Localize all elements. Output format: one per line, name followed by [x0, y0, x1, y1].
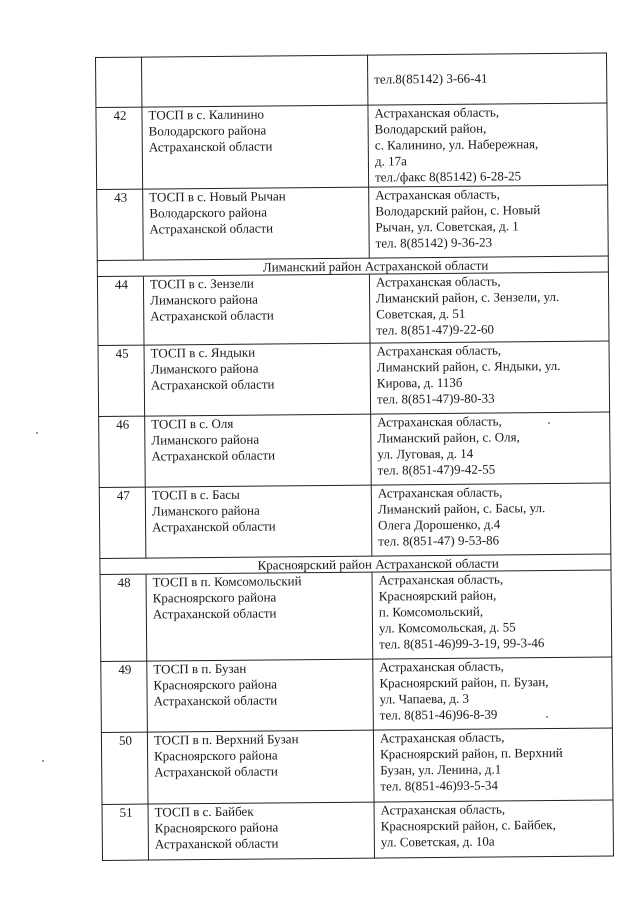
section-title: Красноярский район Астраханской области	[146, 554, 611, 574]
office-name-cell	[143, 274, 370, 345]
address-line: тел. 8(851-47) 9-53-86	[378, 532, 500, 549]
address-line: Астраханская область,	[375, 186, 500, 203]
office-name-cell	[147, 659, 374, 732]
office-name-line: ТОСП в с. Калинино	[148, 106, 265, 123]
address-line: Лиманский район, с. Басы, ул.	[377, 499, 546, 517]
row-number: 44	[97, 276, 144, 345]
office-name-line: Астраханской области	[150, 376, 275, 393]
office-address-cell	[374, 800, 613, 858]
office-address-cell	[369, 272, 609, 343]
address-line: Красноярский район, п. Верхний	[380, 744, 563, 762]
address-line: Советская, д. 51	[376, 305, 466, 322]
address-line: Красноярский район, с. Байбек,	[380, 816, 556, 834]
office-name-line: Астраханской области	[150, 307, 274, 324]
address-line: тел. 8(851-47)9-22-60	[376, 321, 495, 338]
office-name-line: Красноярского района	[154, 819, 279, 836]
office-address-cell	[368, 103, 608, 187]
address-line: Астраханская область,	[379, 729, 505, 746]
office-name-line: ТОСП в с. Новый Рычан	[149, 187, 286, 205]
office-name-line: Астраханской области	[152, 518, 276, 535]
address-line: тел. 8(851-46)96-8-39	[379, 706, 498, 723]
office-name-line: Володарского района	[149, 204, 268, 221]
office-row	[97, 272, 609, 345]
office-name-line: Астраханской области	[153, 692, 278, 709]
row-number: 46	[99, 416, 146, 487]
office-name-cell	[148, 802, 374, 860]
scan-speck	[42, 760, 44, 762]
office-name-cell	[142, 55, 368, 107]
address-line: Бузан, ул. Ленина, д.1	[380, 761, 502, 778]
office-name-line: ТОСП в п. Комсомольский	[152, 572, 302, 590]
address-line: тел.8(85142) 3-66-41	[374, 70, 488, 87]
office-row	[101, 728, 613, 804]
office-name-line: Красноярского района	[153, 676, 278, 693]
address-line: Астраханская область,	[379, 658, 504, 675]
address-line: д. 17а	[374, 153, 407, 169]
continuation-row	[96, 53, 607, 107]
office-name-line: Красноярского района	[154, 747, 278, 764]
row-number-cell	[96, 57, 142, 107]
office-address-cell	[373, 728, 613, 802]
office-name-line: Лиманского района	[150, 360, 259, 377]
address-line: тел./факс 8(85142) 6-28-25	[374, 168, 522, 185]
office-row	[101, 657, 613, 732]
office-address-cell	[367, 53, 606, 105]
row-number: 42	[96, 107, 143, 189]
address-line: тел. 8(851-46)99-3-19, 99-3-46	[379, 635, 545, 652]
office-name-cell	[145, 485, 372, 558]
address-line: ул. Советская, д. 10а	[380, 833, 495, 850]
address-line: Астраханская область,	[380, 801, 506, 818]
office-name-line: ТОСП в п. Бузан	[153, 660, 247, 677]
office-address-cell	[369, 185, 609, 258]
office-name-line: ТОСП в с. Байбек	[154, 803, 254, 820]
office-name-cell	[144, 343, 371, 416]
address-line: тел. 8(85142) 9-36-23	[375, 234, 493, 251]
office-name-line: Астраханской области	[149, 220, 274, 237]
office-name-line: ТОСП в с. Яндыки	[150, 344, 256, 361]
office-row	[97, 185, 609, 260]
office-name-line: Володарского района	[148, 122, 267, 139]
office-row	[100, 570, 612, 661]
address-line: Астраханская область,	[377, 484, 503, 501]
office-name-line: Лиманского района	[150, 291, 258, 308]
address-line: Астраханская область,	[378, 571, 504, 588]
office-name-line: ТОСП в с. Оля	[151, 415, 234, 432]
section-spacer-cell	[100, 558, 146, 574]
address-line: Астраханская область,	[375, 273, 501, 290]
address-line: Володарский район,	[374, 120, 487, 137]
row-number: 49	[101, 661, 148, 732]
office-name-line: Астраханской области	[148, 138, 273, 155]
section-spacer-cell	[97, 260, 143, 276]
offices-table	[95, 53, 614, 861]
office-name-line: ТОСП в п. Верхний Бузан	[153, 730, 299, 748]
office-name-line: Астраханской области	[154, 835, 279, 852]
row-number: 51	[102, 804, 148, 860]
address-line: п. Комсомольский,	[378, 603, 484, 620]
office-address-cell	[371, 483, 611, 556]
address-line: Рычан, ул. Советская, д. 1	[375, 218, 519, 235]
address-line: Лиманский район, с. Яндыки, ул.	[376, 357, 561, 375]
address-line: Астраханская область,	[374, 104, 500, 121]
scan-speck	[36, 432, 38, 434]
row-number: 50	[101, 732, 148, 804]
office-name-line: Астраханской области	[154, 763, 278, 780]
office-name-cell	[145, 414, 372, 487]
office-name-cell	[142, 105, 369, 189]
scan-speck	[546, 716, 548, 718]
office-row	[102, 800, 613, 860]
office-name-cell	[147, 730, 374, 804]
address-line: Володарский район, с. Новый	[375, 201, 541, 219]
address-line: с. Калинино, ул. Набережная,	[374, 136, 539, 153]
address-line: Красноярский район,	[378, 587, 497, 604]
office-name-line: Астраханской области	[151, 447, 276, 464]
address-line: Астраханская область,	[376, 342, 502, 359]
address-line: Олега Дорошенко, д.4	[378, 516, 501, 533]
office-name-line: Красноярского района	[152, 589, 277, 606]
address-line: Кирова, д. 113б	[376, 374, 463, 391]
address-line: ул. Луговая, д. 14	[377, 445, 474, 462]
office-row	[99, 412, 611, 487]
address-line: Лиманский район, с. Оля,	[377, 429, 520, 446]
address-line: тел. 8(851-47)9-42-55	[377, 461, 496, 478]
office-row	[96, 103, 608, 189]
office-address-cell	[371, 412, 611, 485]
offices-table-body	[96, 53, 614, 860]
office-name-cell	[146, 572, 373, 661]
address-line: ул. Чапаева, д. 3	[379, 690, 469, 707]
office-name-line: Лиманского района	[151, 502, 260, 519]
scan-speck	[548, 422, 550, 424]
address-line: тел. 8(851-46)93-5-34	[380, 777, 499, 794]
address-line: Лиманский район, с. Зензели, ул.	[376, 288, 560, 306]
office-name-line: Лиманского района	[151, 431, 260, 448]
address-line: тел. 8(851-47)9-80-33	[376, 390, 495, 407]
address-line: Красноярский район, п. Бузан,	[379, 673, 549, 691]
office-address-cell	[372, 570, 612, 659]
office-name-line: Астраханской области	[152, 605, 277, 622]
office-address-cell	[370, 341, 610, 414]
office-name-cell	[143, 187, 370, 260]
office-address-cell	[373, 657, 613, 730]
row-number: 45	[98, 345, 145, 416]
address-line: Астраханская область,	[377, 413, 502, 430]
office-name-line: ТОСП в с. Зензели	[149, 275, 254, 292]
office-name-line: ТОСП в с. Басы	[151, 486, 240, 503]
office-row	[99, 483, 611, 558]
section-title: Лиманский район Астраханской области	[143, 256, 608, 276]
office-row	[98, 341, 610, 416]
address-line: ул. Комсомольская, д. 55	[378, 619, 516, 636]
row-number: 47	[99, 487, 146, 558]
row-number: 43	[97, 189, 144, 260]
row-number: 48	[100, 574, 147, 661]
